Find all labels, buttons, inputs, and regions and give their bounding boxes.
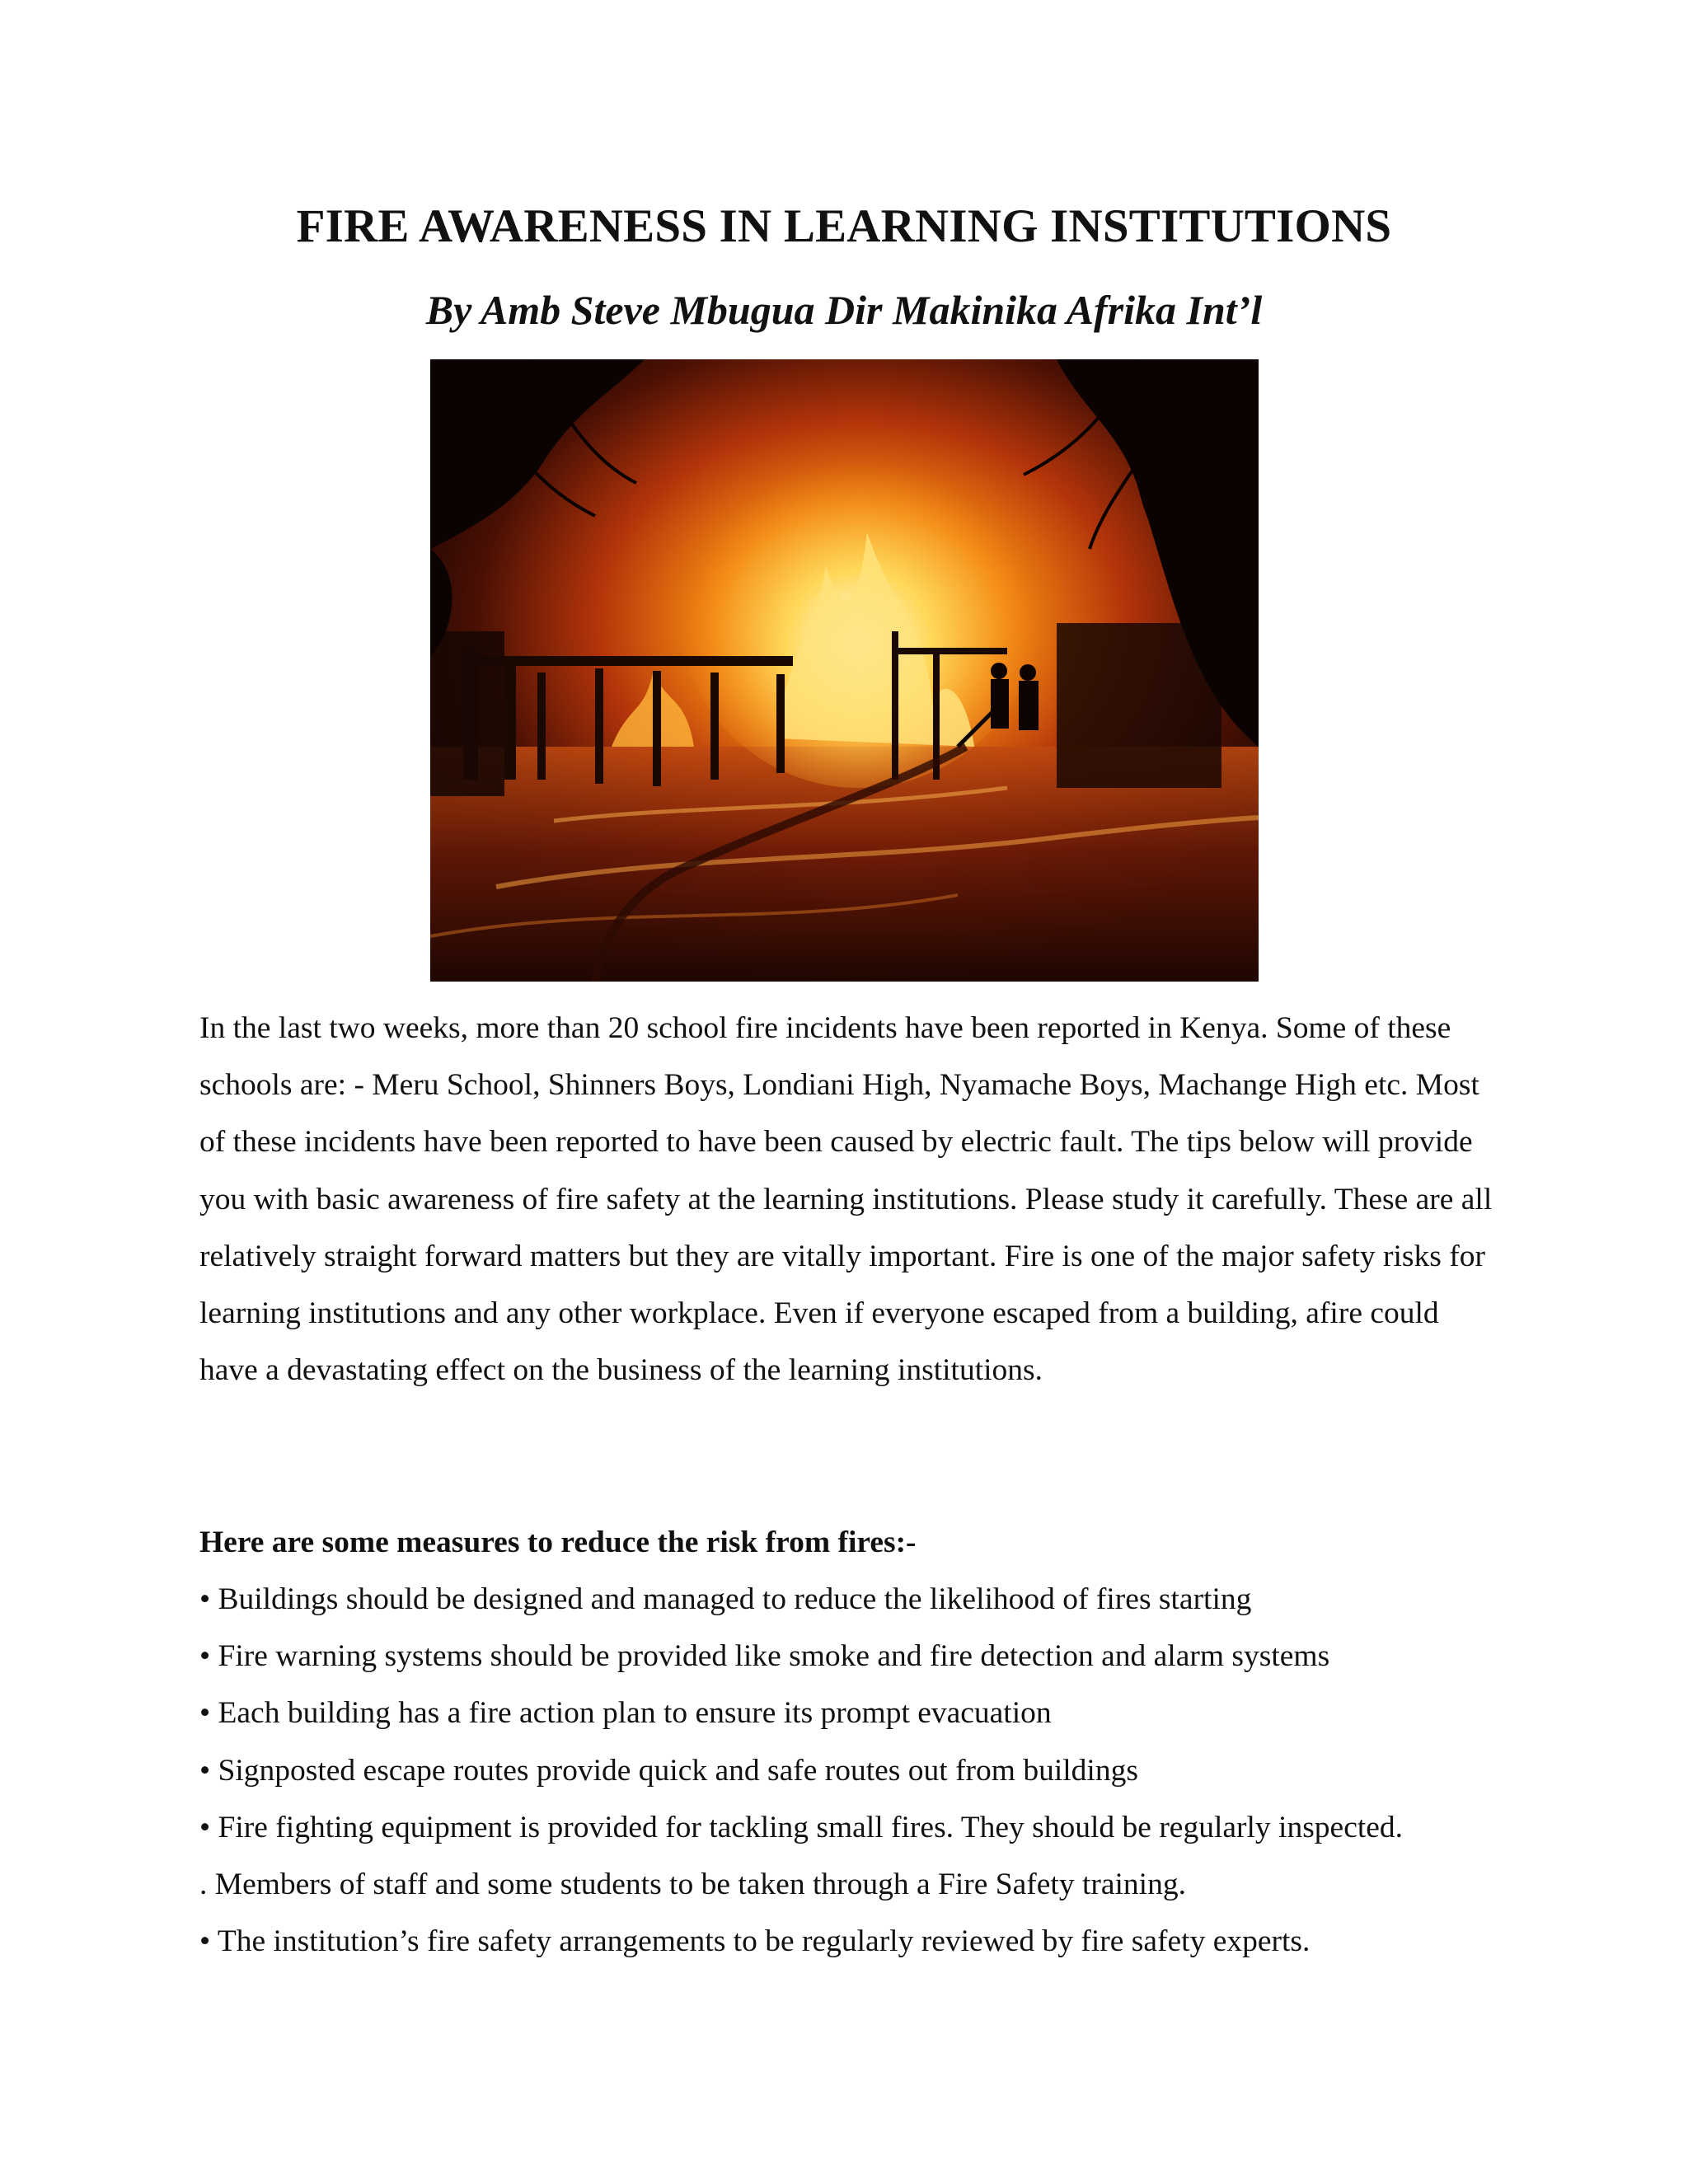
list-item: • Each building has a fire action plan to ensure its prompt evacuation xyxy=(199,1696,1052,1731)
list-item: • Buildings should be designed and managed to reduce the likelihood of fires starting xyxy=(199,1582,1252,1616)
list-item: • Fire fighting equipment is provided for tackling small fires. They should be regularly inspected. xyxy=(199,1810,1404,1844)
page-title: FIRE AWARENESS IN LEARNING INSTITUTIONS xyxy=(296,200,1392,252)
intro-paragraph: In the last two weeks, more than 20 school fire incidents have been reported in Kenya. Some of these schools are: - Meru School, Shinners Boys, Londiani High, Nyamache Boys, Machange High etc. Most of these incidents have been reported to have been caused by electric fault. The tips below will provide you with basic awareness of fire safety at the learning institutions. Please study it carefully. These are all relatively straight forward matters but they are vitally important. Fire is one of the major safety risks for learning institutions and any other workplace. Even if everyone escaped from a building, afire could have a devastating effect on the business of the learning institutions. xyxy=(199,1011,1493,1388)
measures-heading: Here are some measures to reduce the risk from fires:- xyxy=(199,1526,917,1559)
list-item: • The institution’s fire safety arrangements to be regularly reviewed by fire safety experts. xyxy=(199,1924,1311,1959)
list-item: • Signposted escape routes provide quick and safe routes out from buildings xyxy=(199,1753,1138,1788)
list-item: • Fire warning systems should be provided like smoke and fire detection and alarm systems xyxy=(199,1639,1330,1674)
school-fire-photo xyxy=(430,359,1259,982)
measures-list xyxy=(199,1571,1518,1970)
list-item: . Members of staff and some students to be taken through a Fire Safety training. xyxy=(199,1868,1186,1902)
author-byline: By Amb Steve Mbugua Dir Makinika Afrika Int’l xyxy=(425,287,1263,333)
